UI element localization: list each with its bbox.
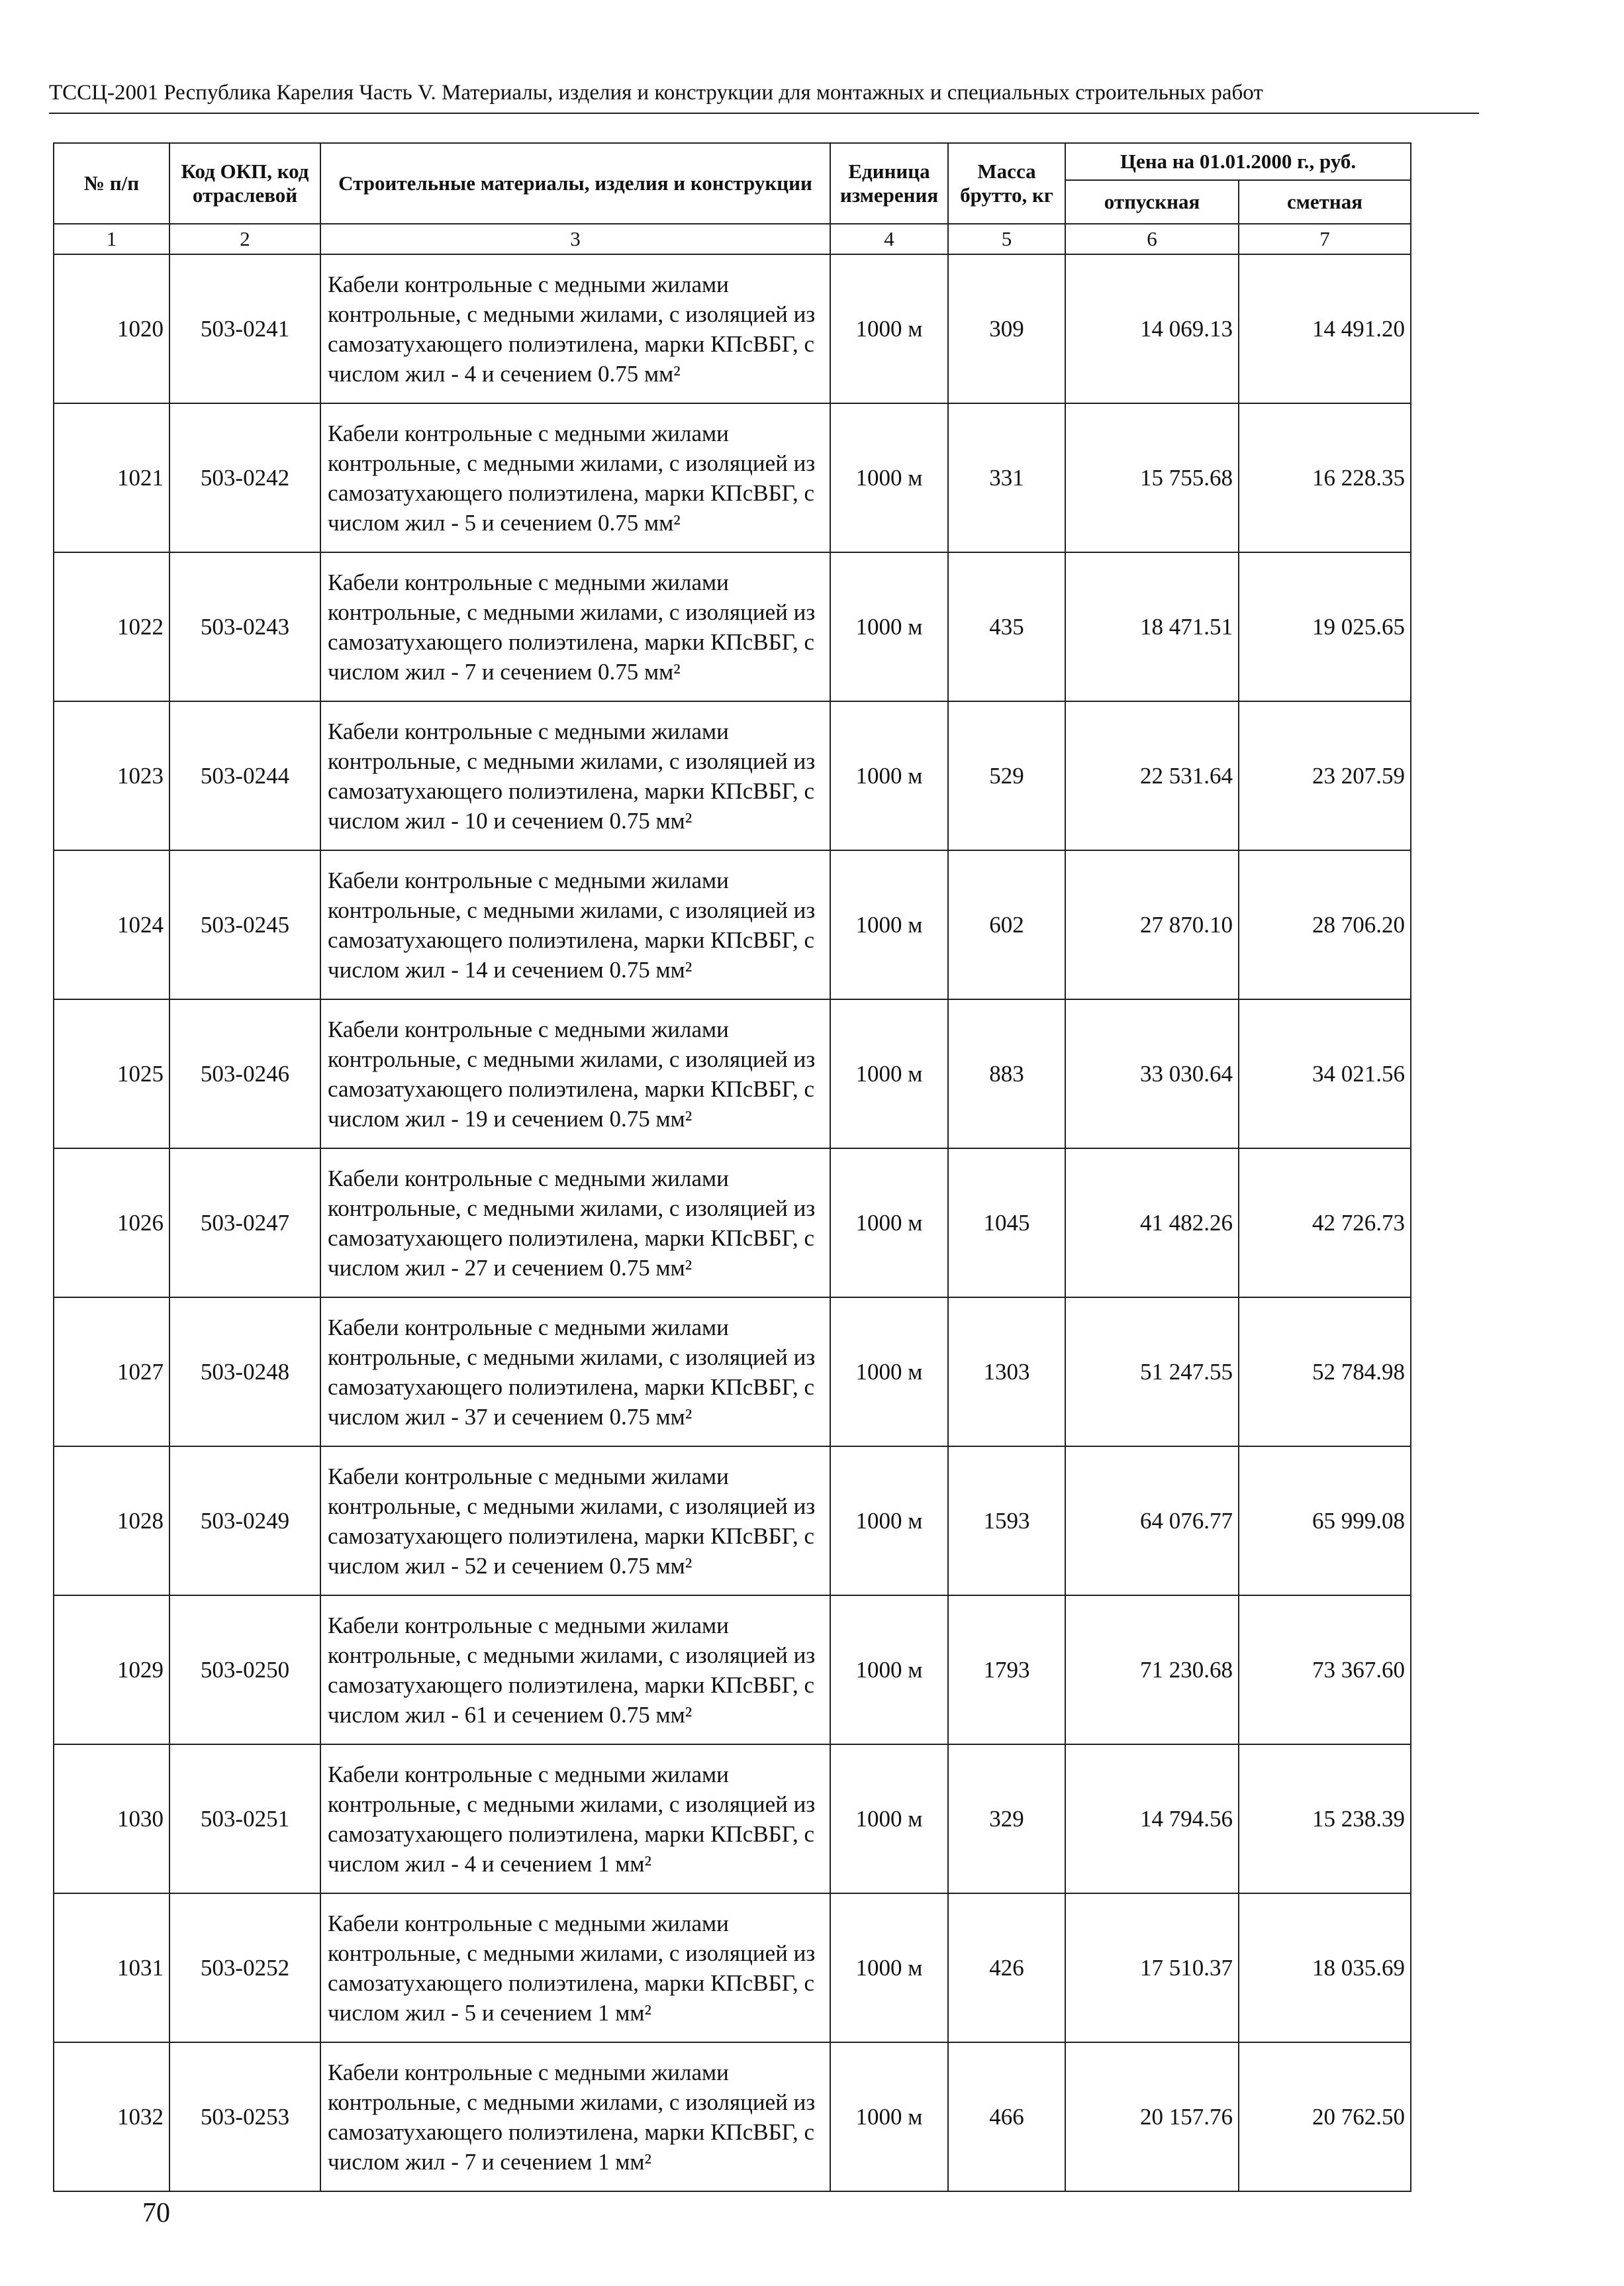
row-description: Кабели контрольные с медными жилами контрольные, с медными жилами, с изоляцией из самозатухающего полиэтилена, марки КПсВБГ, с числом жил - 61 и сечением 0.75 мм² — [320, 1595, 830, 1744]
col-header-unit: Единица измерения — [830, 143, 948, 224]
row-price-estimate: 65 999.08 — [1239, 1446, 1411, 1595]
row-description: Кабели контрольные с медными жилами контрольные, с медными жилами, с изоляцией из самозатухающего полиэтилена, марки КПсВБГ, с числом жил - 4 и сечением 0.75 мм² — [320, 254, 830, 403]
row-price-estimate: 15 238.39 — [1239, 1744, 1411, 1893]
col-header-price-group: Цена на 01.01.2000 г., руб. — [1065, 143, 1411, 180]
table-row — [54, 999, 1411, 1148]
row-unit: 1000 м — [830, 1893, 948, 2042]
row-mass: 529 — [948, 701, 1065, 850]
table-row — [54, 1446, 1411, 1595]
column-number: 1 — [54, 224, 169, 254]
row-price-release: 33 030.64 — [1065, 999, 1239, 1148]
column-number: 6 — [1065, 224, 1239, 254]
table-row — [54, 254, 1411, 403]
row-price-estimate: 20 762.50 — [1239, 2042, 1411, 2191]
row-number: 1021 — [54, 403, 169, 552]
row-price-estimate: 19 025.65 — [1239, 552, 1411, 701]
row-price-estimate: 42 726.73 — [1239, 1148, 1411, 1297]
row-mass: 602 — [948, 850, 1065, 999]
row-code: 503-0247 — [169, 1148, 320, 1297]
row-description: Кабели контрольные с медными жилами контрольные, с медными жилами, с изоляцией из самозатухающего полиэтилена, марки КПсВБГ, с числом жил - 52 и сечением 0.75 мм² — [320, 1446, 830, 1595]
table-row — [54, 1297, 1411, 1446]
row-code: 503-0246 — [169, 999, 320, 1148]
table-row — [54, 1595, 1411, 1744]
row-description: Кабели контрольные с медными жилами контрольные, с медными жилами, с изоляцией из самозатухающего полиэтилена, марки КПсВБГ, с числом жил - 5 и сечением 0.75 мм² — [320, 403, 830, 552]
row-code: 503-0244 — [169, 701, 320, 850]
col-header-desc: Строительные материалы, изделия и конструкции — [320, 143, 830, 224]
row-unit: 1000 м — [830, 1148, 948, 1297]
row-mass: 1303 — [948, 1297, 1065, 1446]
table-row — [54, 403, 1411, 552]
col-header-price-release: отпускная — [1065, 180, 1239, 224]
row-unit: 1000 м — [830, 1297, 948, 1446]
row-code: 503-0253 — [169, 2042, 320, 2191]
table-row — [54, 1893, 1411, 2042]
row-unit: 1000 м — [830, 999, 948, 1148]
row-price-release: 14 069.13 — [1065, 254, 1239, 403]
row-price-release: 64 076.77 — [1065, 1446, 1239, 1595]
row-price-estimate: 34 021.56 — [1239, 999, 1411, 1148]
row-unit: 1000 м — [830, 2042, 948, 2191]
row-code: 503-0249 — [169, 1446, 320, 1595]
table-row — [54, 701, 1411, 850]
row-code: 503-0251 — [169, 1744, 320, 1893]
row-code: 503-0248 — [169, 1297, 320, 1446]
table-row — [54, 1148, 1411, 1297]
row-description: Кабели контрольные с медными жилами контрольные, с медными жилами, с изоляцией из самозатухающего полиэтилена, марки КПсВБГ, с числом жил - 10 и сечением 0.75 мм² — [320, 701, 830, 850]
row-number: 1028 — [54, 1446, 169, 1595]
row-unit: 1000 м — [830, 254, 948, 403]
table-body — [54, 254, 1411, 2191]
page-header: ТССЦ-2001 Республика Карелия Часть V. Материалы, изделия и конструкции для монтажных и специальных строительных работ — [49, 81, 1263, 105]
row-price-estimate: 14 491.20 — [1239, 254, 1411, 403]
row-code: 503-0243 — [169, 552, 320, 701]
row-price-release: 17 510.37 — [1065, 1893, 1239, 2042]
row-number: 1032 — [54, 2042, 169, 2191]
row-number: 1020 — [54, 254, 169, 403]
row-code: 503-0252 — [169, 1893, 320, 2042]
col-header-mass: Масса брутто, кг — [948, 143, 1065, 224]
row-price-release: 15 755.68 — [1065, 403, 1239, 552]
row-number: 1024 — [54, 850, 169, 999]
row-price-release: 18 471.51 — [1065, 552, 1239, 701]
row-unit: 1000 м — [830, 1744, 948, 1893]
table-row — [54, 1744, 1411, 1893]
row-mass: 883 — [948, 999, 1065, 1148]
col-header-no: № п/п — [54, 143, 169, 224]
row-mass: 426 — [948, 1893, 1065, 2042]
column-number-row — [54, 224, 1411, 254]
row-price-release: 41 482.26 — [1065, 1148, 1239, 1297]
row-number: 1026 — [54, 1148, 169, 1297]
row-price-release: 51 247.55 — [1065, 1297, 1239, 1446]
row-code: 503-0242 — [169, 403, 320, 552]
row-price-release: 27 870.10 — [1065, 850, 1239, 999]
row-mass: 1593 — [948, 1446, 1065, 1595]
row-number: 1027 — [54, 1297, 169, 1446]
row-code: 503-0245 — [169, 850, 320, 999]
row-price-estimate: 18 035.69 — [1239, 1893, 1411, 2042]
row-mass: 466 — [948, 2042, 1065, 2191]
row-description: Кабели контрольные с медными жилами контрольные, с медными жилами, с изоляцией из самозатухающего полиэтилена, марки КПсВБГ, с числом жил - 7 и сечением 1 мм² — [320, 2042, 830, 2191]
table-row — [54, 2042, 1411, 2191]
row-price-estimate: 23 207.59 — [1239, 701, 1411, 850]
row-description: Кабели контрольные с медными жилами контрольные, с медными жилами, с изоляцией из самозатухающего полиэтилена, марки КПсВБГ, с числом жил - 5 и сечением 1 мм² — [320, 1893, 830, 2042]
row-mass: 1045 — [948, 1148, 1065, 1297]
col-header-code: Код ОКП, код отраслевой — [169, 143, 320, 224]
row-description: Кабели контрольные с медными жилами контрольные, с медными жилами, с изоляцией из самозатухающего полиэтилена, марки КПсВБГ, с числом жил - 4 и сечением 1 мм² — [320, 1744, 830, 1893]
row-number: 1029 — [54, 1595, 169, 1744]
row-price-release: 22 531.64 — [1065, 701, 1239, 850]
col-header-price-estimate: сметная — [1239, 180, 1411, 224]
row-unit: 1000 м — [830, 1446, 948, 1595]
row-price-release: 71 230.68 — [1065, 1595, 1239, 1744]
row-mass: 331 — [948, 403, 1065, 552]
row-unit: 1000 м — [830, 850, 948, 999]
row-price-estimate: 28 706.20 — [1239, 850, 1411, 999]
row-description: Кабели контрольные с медными жилами контрольные, с медными жилами, с изоляцией из самозатухающего полиэтилена, марки КПсВБГ, с числом жил - 14 и сечением 0.75 мм² — [320, 850, 830, 999]
row-number: 1025 — [54, 999, 169, 1148]
column-number: 5 — [948, 224, 1065, 254]
row-unit: 1000 м — [830, 403, 948, 552]
table-row — [54, 552, 1411, 701]
row-code: 503-0241 — [169, 254, 320, 403]
header-rule — [49, 113, 1479, 114]
row-price-estimate: 52 784.98 — [1239, 1297, 1411, 1446]
row-price-estimate: 73 367.60 — [1239, 1595, 1411, 1744]
row-number: 1030 — [54, 1744, 169, 1893]
row-number: 1022 — [54, 552, 169, 701]
row-description: Кабели контрольные с медными жилами контрольные, с медными жилами, с изоляцией из самозатухающего полиэтилена, марки КПсВБГ, с числом жил - 37 и сечением 0.75 мм² — [320, 1297, 830, 1446]
row-price-estimate: 16 228.35 — [1239, 403, 1411, 552]
column-number: 2 — [169, 224, 320, 254]
page-number: 70 — [142, 2198, 170, 2228]
row-description: Кабели контрольные с медными жилами контрольные, с медными жилами, с изоляцией из самозатухающего полиэтилена, марки КПсВБГ, с числом жил - 7 и сечением 0.75 мм² — [320, 552, 830, 701]
row-mass: 435 — [948, 552, 1065, 701]
row-unit: 1000 м — [830, 552, 948, 701]
row-description: Кабели контрольные с медными жилами контрольные, с медными жилами, с изоляцией из самозатухающего полиэтилена, марки КПсВБГ, с числом жил - 19 и сечением 0.75 мм² — [320, 999, 830, 1148]
row-number: 1023 — [54, 701, 169, 850]
row-mass: 1793 — [948, 1595, 1065, 1744]
row-mass: 329 — [948, 1744, 1065, 1893]
price-table — [53, 142, 1411, 2192]
row-mass: 309 — [948, 254, 1065, 403]
row-price-release: 14 794.56 — [1065, 1744, 1239, 1893]
row-description: Кабели контрольные с медными жилами контрольные, с медными жилами, с изоляцией из самозатухающего полиэтилена, марки КПсВБГ, с числом жил - 27 и сечением 0.75 мм² — [320, 1148, 830, 1297]
row-unit: 1000 м — [830, 1595, 948, 1744]
row-price-release: 20 157.76 — [1065, 2042, 1239, 2191]
column-number: 4 — [830, 224, 948, 254]
row-code: 503-0250 — [169, 1595, 320, 1744]
table-row — [54, 850, 1411, 999]
column-number: 7 — [1239, 224, 1411, 254]
column-number: 3 — [320, 224, 830, 254]
row-number: 1031 — [54, 1893, 169, 2042]
row-unit: 1000 м — [830, 701, 948, 850]
